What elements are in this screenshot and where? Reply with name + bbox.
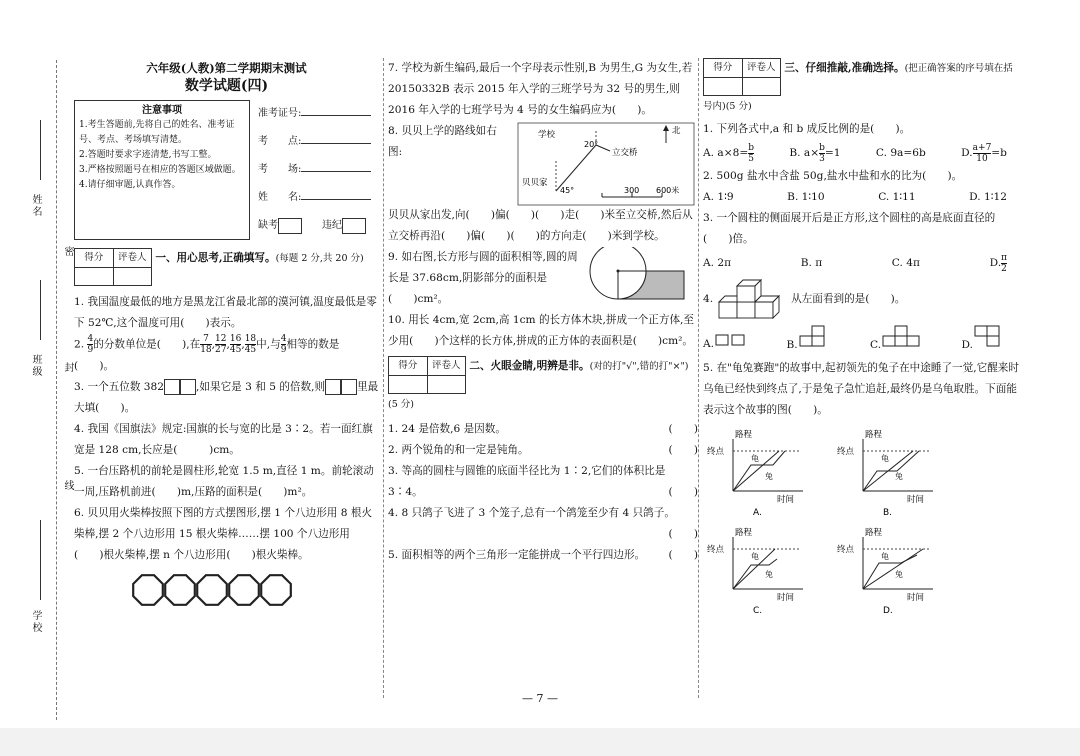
column-2	[388, 58, 698, 566]
graph-rabbit-label: 兔	[765, 472, 773, 481]
option-b: B. π	[800, 257, 823, 269]
score-label: 得分	[75, 249, 114, 267]
graph-dist-label: 路程	[865, 528, 883, 538]
fraction: $\frac{4}{9}$	[280, 334, 287, 355]
option-d: D. $\frac{\pi}{2}$	[989, 252, 1007, 274]
option-c: C. 4π	[891, 257, 920, 269]
margin-feng-char: 封	[62, 362, 73, 374]
s3-q1: 1. 下列各式中,a 和 b 成反比例的是( )。	[703, 123, 911, 135]
s1-q2: 2. $\frac{4}{9}$ 的分数单位是( ),在 $\frac{7}{18}$ , $\frac{12}{27}$ , $\frac{16}{45}$ , $\frac{18}{45}$ 中,与 $\frac{4}{9}$ 相等的数是( )。	[74, 334, 340, 372]
s1-q7: 7. 学校为新生编码,最后一个字母表示性别,B 为男生,G 为女生,若 20150332B 表示 2015 年入学的三班学号为 32 号的男生,则 2016 年入学的七班学号为 4 号的女生编码应为( )。	[388, 62, 693, 116]
graph-end-label: 终点	[837, 545, 855, 555]
binding-dash-line	[56, 60, 57, 720]
notice-item: 1.考生答题前,先将自己的姓名、准考证号、考点、考场填写清楚。	[79, 120, 235, 145]
race-graphs	[703, 421, 1003, 617]
map-north: 北	[672, 126, 681, 136]
s2-q4: 4. 8 只鸽子飞进了 3 个笼子,总有一个鸽笼至少有 4 只鸽子。 ( )	[388, 503, 698, 524]
option-c: C. 1∶11	[878, 191, 916, 203]
q2-text: 的分数单位是( ),在	[93, 338, 201, 351]
option-a: A. 2π	[703, 257, 732, 269]
map-school: 学校	[538, 130, 556, 140]
digit-box[interactable]	[180, 379, 196, 395]
digit-box[interactable]	[341, 379, 357, 395]
graph-option-label: C.	[753, 606, 763, 616]
s1-q4: 4. 我国《国旗法》规定:国旗的长与宽的比是 3∶2。若一面红旗宽是 128 cm,长应是( )cm。	[74, 422, 373, 456]
fraction: $\frac{7}{18}$	[200, 334, 212, 355]
margin-xian-char: 线	[62, 480, 73, 492]
option-a: A.	[703, 325, 748, 355]
answer-paren[interactable]: ( )	[668, 486, 698, 498]
graph-rabbit-label: 兔	[765, 570, 773, 579]
column-3	[703, 58, 1021, 625]
kd-field[interactable]	[301, 131, 371, 144]
column-1	[74, 58, 379, 618]
digit-box[interactable]	[325, 379, 341, 395]
score-box	[703, 58, 781, 96]
s2-q2: 2. 两个锐角的和一定是钝角。 ( )	[388, 440, 698, 461]
fraction: $\frac{4}{9}$	[87, 334, 94, 355]
s2-q1: 1. 24 是倍数,6 是因数。 ( )	[388, 419, 698, 440]
graph-turtle-label: 龟	[751, 552, 759, 561]
score-cell[interactable]	[75, 268, 114, 286]
page-number: — 7 —	[522, 692, 558, 705]
score-cell[interactable]	[389, 376, 428, 394]
margin-seal-char: 密	[62, 246, 73, 258]
octagon-shape	[261, 575, 291, 605]
score-cell[interactable]	[704, 78, 743, 96]
column-separator	[698, 58, 699, 698]
kc-label: 考 场:	[258, 164, 302, 175]
s1-q8-body: 贝贝从家出发,向( )偏( )( )走( )米至立交桥,然后从立交桥再沿( )偏( )( )的方向走( )米到学校。	[388, 209, 693, 242]
s1-q3: 3. 一个五位数 382 ,如果它是 3 和 5 的倍数,则 里最大填( )。	[74, 380, 379, 414]
section2-header	[388, 356, 698, 415]
s3-q4: 4. 从左面看到的是( )。	[703, 276, 1021, 322]
exam-title: 六年级(人教)第二学期期末测试	[146, 61, 307, 75]
absent-label: 缺考	[258, 220, 278, 231]
answer-paren[interactable]: ( )	[668, 528, 698, 540]
option-a: A. a×8= $\frac{b}{5}$	[703, 142, 754, 164]
score-label: 得分	[389, 357, 428, 375]
s3-q3: 3. 一个圆柱的侧面展开后是正方形,这个圆柱的高是底面直径的( )倍。	[703, 212, 996, 245]
octagon-chain-figure	[130, 570, 300, 610]
fraction: $\frac{16}{45}$	[229, 334, 242, 355]
graph-end-label: 终点	[707, 545, 725, 555]
section2-title: 二、火眼金睛,明辨是非。	[469, 360, 590, 372]
s3-q1-options	[703, 140, 1021, 166]
fraction: $\frac{12}{27}$	[215, 334, 227, 355]
grader-label: 评卷人	[117, 252, 147, 263]
grader-cell[interactable]	[428, 376, 466, 394]
graph-dist-label: 路程	[735, 430, 753, 440]
graph-end-label: 终点	[837, 447, 855, 457]
section2-note: (对的打"√",错的打"×")(5 分)	[388, 361, 689, 410]
graph-option-label: A.	[753, 508, 762, 518]
xm-label: 姓 名:	[258, 192, 302, 203]
turtle-line	[863, 549, 923, 589]
s3-q4-options	[703, 322, 1021, 358]
section1-note: (每题 2 分,共 20 分)	[275, 253, 364, 264]
grader-label: 评卷人	[746, 62, 776, 73]
score-box	[388, 356, 466, 394]
zkz-label: 准考证号:	[258, 108, 302, 119]
s1-q1: 1. 我国温度最低的地方是黑龙江省最北部的漠河镇,温度最低是零下 52℃,这个温度可用( )表示。	[74, 296, 377, 329]
margin-school-label: 学校	[30, 610, 41, 634]
q2-text3: 相等的数是( )。	[74, 338, 340, 372]
answer-paren[interactable]: ( )	[668, 549, 698, 561]
rabbit-line	[863, 451, 919, 491]
octagon-shape	[165, 575, 195, 605]
section3-title: 三、仔细推敲,准确选择。	[784, 62, 905, 74]
s2-q5: 5. 面积相等的两个三角形一定能拼成一个平行四边形。 ( )	[388, 545, 698, 566]
notice-item: 4.请仔细审题,认真作答。	[79, 180, 181, 190]
section1-title: 一、用心思考,正确填写。	[155, 252, 276, 264]
column-separator	[383, 58, 384, 698]
digit-box[interactable]	[164, 379, 180, 395]
graph-time-label: 时间	[777, 593, 795, 603]
option-b: B. a× $\frac{b}{3}$ =1	[789, 142, 841, 164]
option-c: C. 9a=6b	[875, 147, 926, 159]
option-d: D. $\frac{a+7}{10}$ =b	[961, 142, 1007, 164]
fraction: $\frac{18}{45}$	[244, 334, 257, 355]
answer-paren[interactable]: ( )	[668, 423, 698, 435]
octagon-shape	[197, 575, 227, 605]
s1-q5: 5. 一台压路机的前轮是圆柱形,轮宽 1.5 m,直径 1 m。前轮滚动一周,压路机前进( )m,压路的面积是( )m²。	[74, 464, 374, 498]
graph-time-label: 时间	[777, 495, 795, 505]
s3-q5: 5. 在"龟兔赛跑"的故事中,起初领先的兔子在中途睡了一觉,它醒来时乌龟已经快到终点了,于是兔子急忙追赶,最终仍是乌龟取胜。下面能表示这个故事的图( )。	[703, 362, 1019, 416]
answer-paren[interactable]: ( )	[668, 444, 698, 456]
section1-header	[74, 248, 379, 286]
graph-turtle-label: 龟	[751, 454, 759, 463]
header-block	[74, 100, 379, 240]
violation-label: 违纪	[322, 220, 342, 231]
map-angle-45: 45°	[560, 186, 575, 195]
notice-title: 注意事项	[142, 105, 182, 116]
grader-cell[interactable]	[743, 78, 781, 96]
s1-q8-intro: 8. 贝贝上学的路线如右图:	[388, 125, 497, 158]
graph-option-label: D.	[883, 606, 893, 616]
q2-text2: 中,与	[256, 338, 281, 351]
octagon-shape	[229, 575, 259, 605]
binding-margin	[0, 0, 73, 756]
option-a: A. 1∶9	[703, 191, 734, 203]
graph-rabbit-label: 兔	[895, 472, 903, 481]
option-d: D.	[962, 324, 1007, 356]
graph-time-label: 时间	[907, 593, 925, 603]
graph-option-label: B.	[883, 508, 893, 518]
map-scale-600: 600米	[656, 186, 680, 195]
graph-end-label: 终点	[707, 447, 725, 457]
map-home: 贝贝家	[522, 178, 548, 188]
graph-turtle-label: 龟	[881, 552, 889, 561]
option-d: D. 1∶12	[969, 191, 1007, 203]
violation-box[interactable]	[342, 218, 366, 234]
graph-dist-label: 路程	[865, 430, 883, 440]
section3-header	[703, 58, 1021, 117]
octagon-shape	[133, 575, 163, 605]
grader-cell[interactable]	[114, 268, 152, 286]
map-angle-20: 20°	[584, 140, 599, 149]
score-box	[74, 248, 152, 286]
graph-dist-label: 路程	[735, 528, 753, 538]
margin-class-line	[40, 280, 41, 340]
margin-class-label: 班级	[30, 354, 41, 378]
s2-q3: 3. 等高的圆柱与圆锥的底面半径比为 1∶2,它们的体积比是 3∶4。 ( )	[388, 461, 698, 503]
notice-item: 3.严格按照题号在相应的答题区域做题。	[79, 165, 241, 175]
notice-box	[74, 100, 250, 240]
map-scale-300: 300	[624, 186, 640, 195]
kc-field[interactable]	[301, 159, 371, 172]
option-b: B.	[786, 324, 831, 356]
graph-rabbit-label: 兔	[895, 570, 903, 579]
absent-box[interactable]	[278, 218, 302, 234]
score-label: 得分	[704, 59, 743, 77]
cube-stack-figure	[713, 276, 791, 322]
circle-rect-figure	[588, 247, 688, 309]
graph-turtle-label: 龟	[881, 454, 889, 463]
s3-q2: 2. 500g 盐水中含盐 50g,盐水中盐和水的比为( )。	[703, 170, 963, 182]
s1-q9: 9. 如右图,长方形与圆的面积相等,圆的周长是 37.68cm,阴影部分的面积是( )cm²。	[388, 251, 578, 305]
q8-block	[388, 121, 698, 205]
section3-note: (把正确答案的序号填在括号内)(5 分)	[703, 63, 1013, 112]
xm-field[interactable]	[301, 187, 371, 200]
option-c: C.	[870, 324, 923, 356]
s3-q3-options	[703, 250, 1021, 276]
kd-label: 考 点:	[258, 136, 302, 147]
candidate-info	[258, 100, 371, 240]
zkz-field[interactable]	[301, 103, 371, 116]
q9-block	[388, 247, 698, 310]
exam-subtitle: 数学试题(四)	[184, 78, 269, 94]
s3-q2-options	[703, 187, 1021, 208]
grader-label: 评卷人	[431, 360, 461, 371]
option-b: B. 1∶10	[787, 191, 825, 203]
margin-name-label: 姓名	[30, 194, 41, 218]
map-bridge: 立交桥	[612, 148, 638, 158]
rabbit-line	[733, 451, 785, 491]
s1-q6: 6. 贝贝用火柴棒按照下图的方式摆图形,摆 1 个八边形用 8 根火柴棒,摆 2 个八边形用 15 根火柴棒……摆 100 个八边形用( )根火柴棒,摆 n 个八边形用( )根火柴棒。	[74, 506, 373, 561]
s1-q10: 10. 用长 4cm,宽 2cm,高 1cm 的长方体木块,拼成一个正方体,至少用( )个这样的长方体,拼成的正方体的表面积是( )cm²。	[388, 314, 694, 347]
bottom-bar	[0, 728, 1080, 756]
q2-num: 2.	[74, 338, 85, 351]
margin-school-line	[40, 520, 41, 600]
notice-item: 2.答题时要求字迹清楚,书写工整。	[79, 150, 217, 160]
margin-name-line	[40, 120, 41, 180]
route-map	[516, 121, 696, 207]
graph-time-label: 时间	[907, 495, 925, 505]
